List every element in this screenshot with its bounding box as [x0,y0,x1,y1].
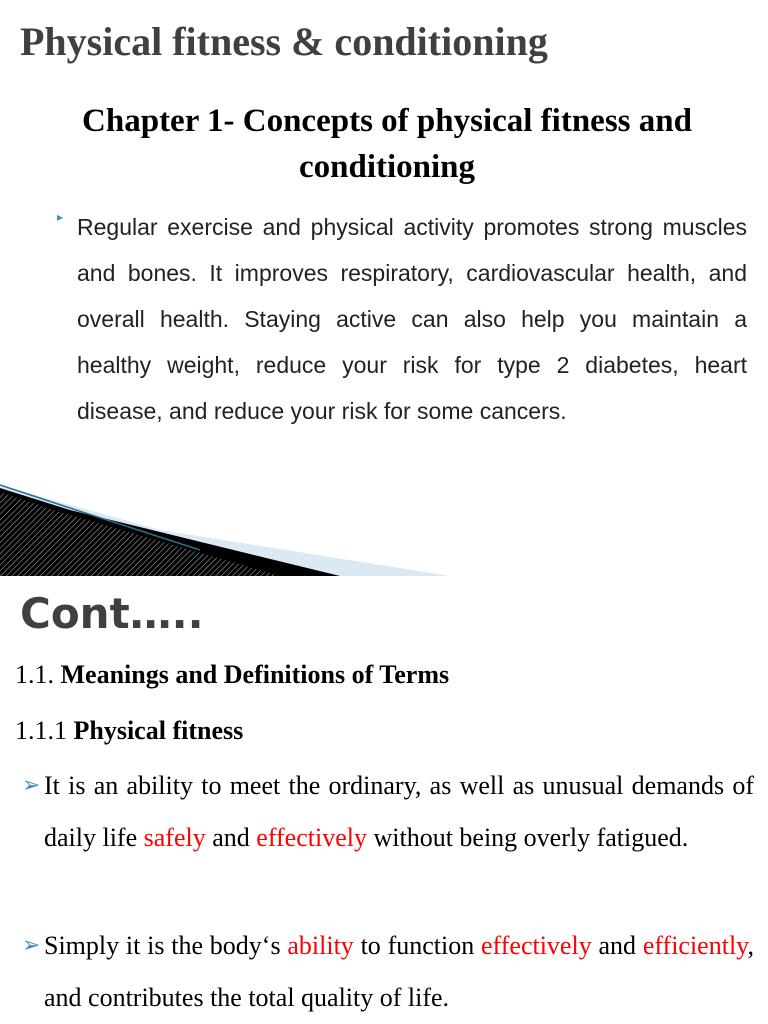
subsection-heading-text: Physical fitness [73,716,244,745]
small-arrow-bullet-icon: ▸ [57,210,64,224]
slide-2 [0,576,768,1024]
text-segment: without being overly fatigued. [366,823,689,852]
slide-title: Cont….. [20,589,204,638]
definition-text [44,920,754,1024]
subsection-number: 1.1.1 [15,716,67,745]
bullet-item [57,204,747,434]
bullet-text: Regular exercise and physical activity promotes strong muscles and bones. It improves respiratory, cardiovascular health, and overall health. Staying active can also help you maintain a healthy weight, reduce your risk for type 2 diabetes, heart disease, and reduce your risk for some cancers. [77,214,747,424]
arrow-bullet-icon: ➢ [22,773,41,798]
text-segment: and [591,931,643,960]
chapter-heading: Chapter 1- Concepts of physical fitness and conditioning [82,103,692,185]
highlight-text: effectively [481,931,592,960]
definition-text [44,760,754,864]
highlight-text: ability [287,931,354,960]
text-segment: to function [353,931,482,960]
arrow-bullet-icon: ➢ [22,933,41,958]
highlight-text: effectively [256,823,367,852]
highlight-text: safely [143,823,206,852]
decorative-swoosh [0,480,460,576]
slide-title: Physical fitness & conditioning [20,19,548,64]
subsection-heading [15,714,243,748]
text-segment: and [205,823,257,852]
highlight-text: efficiently [642,931,748,960]
text-segment: Simply it is the body‘s [44,931,288,960]
definition-bullet [22,760,754,864]
section-number: 1.1. [15,660,54,689]
section-heading-text: Meanings and Definitions of Terms [60,660,450,689]
definition-bullet [22,920,754,1024]
text-segment: , and contributes the total quality of life. [44,931,754,1012]
text-segment: It is an ability to meet the ordinary, as well as unusual demands of daily life [44,771,754,852]
section-heading [15,658,449,692]
